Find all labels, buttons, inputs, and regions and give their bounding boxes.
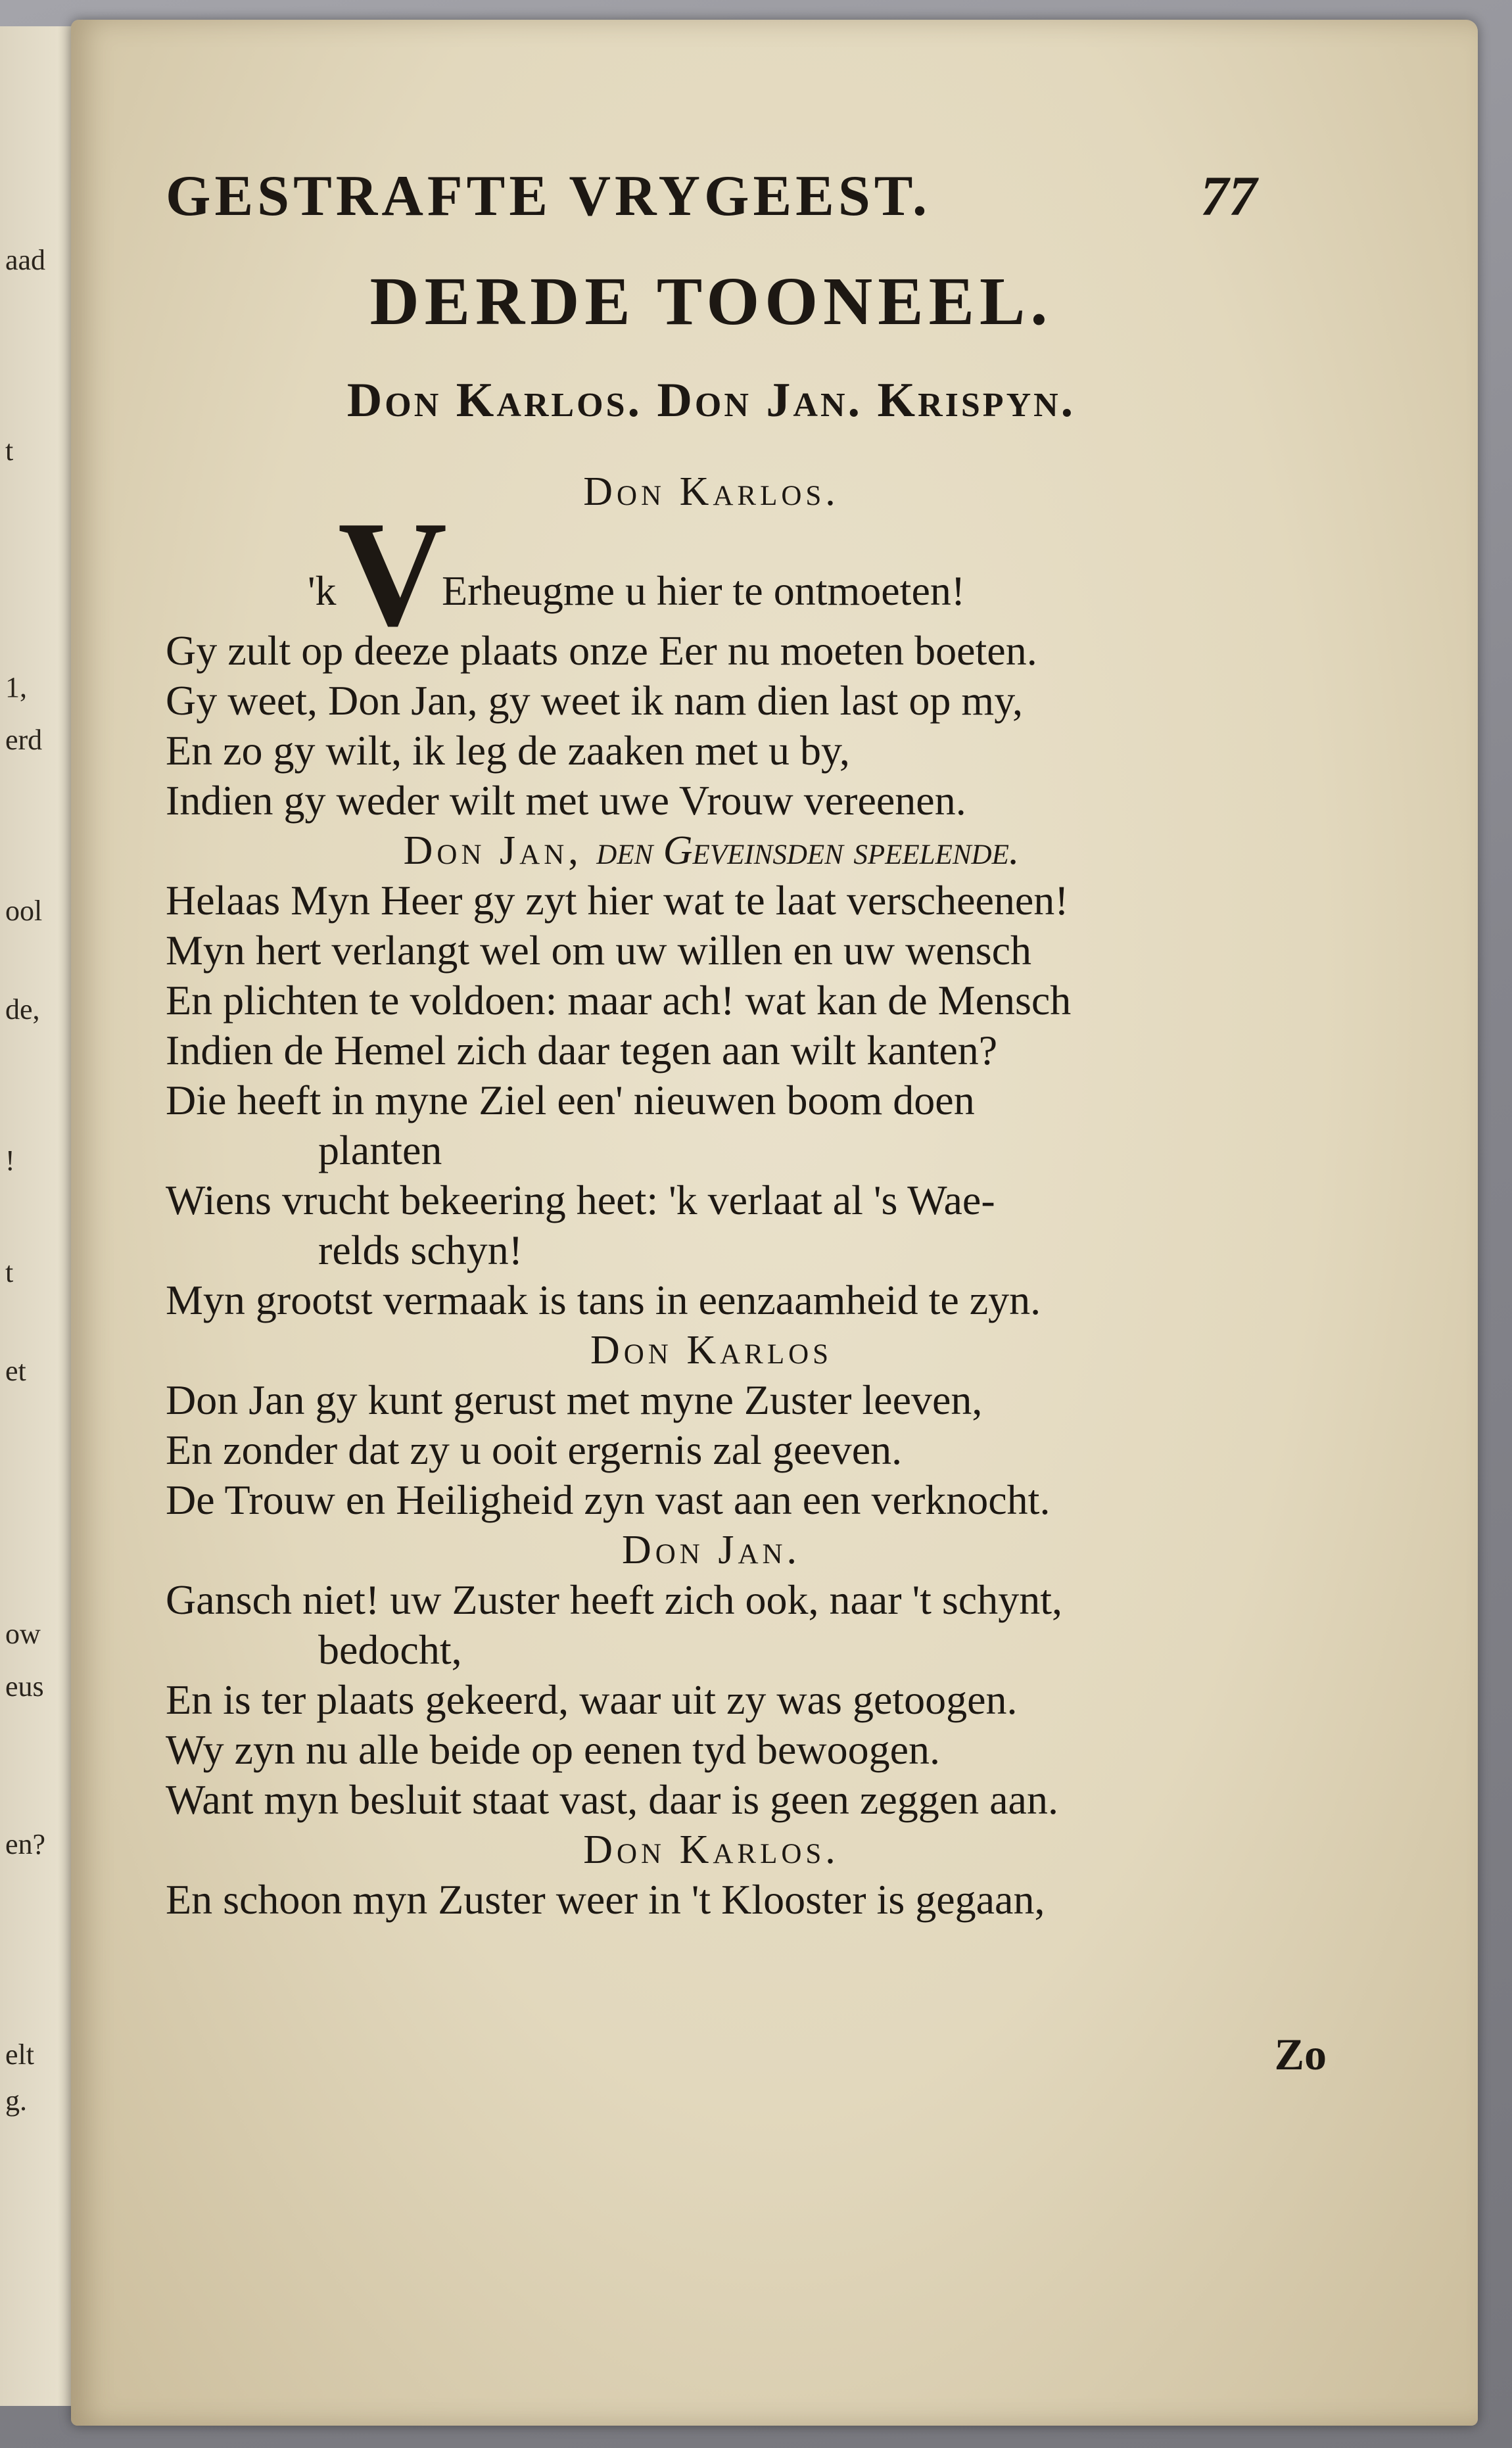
margin-fragment: g. [5, 2084, 27, 2117]
verse-line: En is ter plaats gekeerd, waar uit zy was getoogen. [166, 1676, 1018, 1723]
margin-fragment: aad [5, 244, 46, 276]
verse-line: De Trouw en Heiligheid zyn vast aan een verknocht. [166, 1476, 1051, 1523]
margin-fragment: de, [5, 993, 40, 1025]
speaker-heading: Don Karlos [590, 1328, 833, 1373]
cast-list: Don Karlos. Don Jan. Krispyn. [346, 373, 1076, 427]
margin-fragment: en? [5, 1828, 46, 1860]
margin-fragment: erd [5, 724, 43, 756]
verse-line: Want myn besluit staat vast, daar is geen zeggen aan. [166, 1776, 1058, 1823]
speaker-heading [166, 826, 1257, 876]
verse-line: Indien gy weder wilt met uwe Vrouw vereenen. [166, 777, 966, 824]
verse-line: Wiens vrucht bekeering heet: 'k verlaat al 's Wae- [166, 1177, 995, 1223]
margin-fragment: et [5, 1355, 26, 1387]
verse-line: Erheugme u hier te ontmoeten! [442, 567, 966, 614]
running-head [166, 163, 1257, 248]
verse-line: Gy zult op deeze plaats onze Eer nu moeten boeten. [166, 627, 1037, 674]
catchword: Zo [1274, 2029, 1327, 2079]
verse-line: En zo gy wilt, ik leg de zaaken met u by, [166, 727, 850, 774]
page-number: 77 [1200, 164, 1257, 227]
speaker-heading: Don Jan. [621, 1528, 801, 1572]
speaker-heading: Don Karlos. [583, 1827, 839, 1872]
elision-mark: 'k [308, 567, 337, 614]
scene-title: DERDE TOONEEL. [369, 264, 1053, 339]
verse-line: Gy weet, Don Jan, gy weet ik nam dien last op my, [166, 677, 1024, 724]
margin-fragment: elt [5, 2038, 34, 2071]
margin-fragment: ow [5, 1618, 41, 1650]
verse-line: En plichten te voldoen: maar ach! wat kan de Mensch [166, 977, 1072, 1024]
stage-direction: den Geveinsden speelende. [596, 828, 1020, 873]
running-title: GESTRAFTE VRYGEEST. [166, 164, 931, 228]
verse-line: Gansch niet! uw Zuster heeft zich ook, naar 't schynt, [166, 1576, 1062, 1623]
verse-line: Wy zyn nu alle beide op eenen tyd bewoogen. [166, 1726, 940, 1773]
margin-fragment: 1, [5, 671, 27, 703]
verse-line: Indien de Hemel zich daar tegen aan wilt kanten? [166, 1027, 998, 1073]
verse-line: Helaas Myn Heer gy zyt hier wat te laat verscheenen! [166, 877, 1069, 924]
verse-line: En schoon myn Zuster weer in 't Klooster is gegaan, [166, 1876, 1045, 1923]
margin-fragment: eus [5, 1670, 44, 1703]
verse-line-continuation: relds schyn! [318, 1227, 523, 1273]
speaker-name: Don Jan, [403, 828, 582, 873]
verse-line: Die heeft in myne Ziel een' nieuwen boom doen [166, 1077, 975, 1123]
drop-cap: V [338, 490, 448, 657]
verse-line: En zonder dat zy u ooit ergernis zal geeven. [166, 1426, 903, 1473]
margin-fragment: t [5, 1256, 14, 1288]
margin-fragment: ool [5, 895, 43, 927]
page-text [166, 163, 1257, 1925]
verse-line: Don Jan gy kunt gerust met myne Zuster leeven, [166, 1377, 983, 1423]
verse-line: Myn hert verlangt wel om uw willen en uw wensch [166, 927, 1032, 974]
speaker-heading: Don Karlos. [583, 469, 839, 514]
verse-line-continuation: planten [318, 1127, 442, 1173]
verse-line: Myn grootst vermaak is tans in eenzaamheid te zyn. [166, 1277, 1041, 1323]
margin-fragment: ! [5, 1144, 15, 1177]
margin-fragment: t [5, 435, 14, 467]
verse-line-continuation: bedocht, [318, 1626, 462, 1673]
